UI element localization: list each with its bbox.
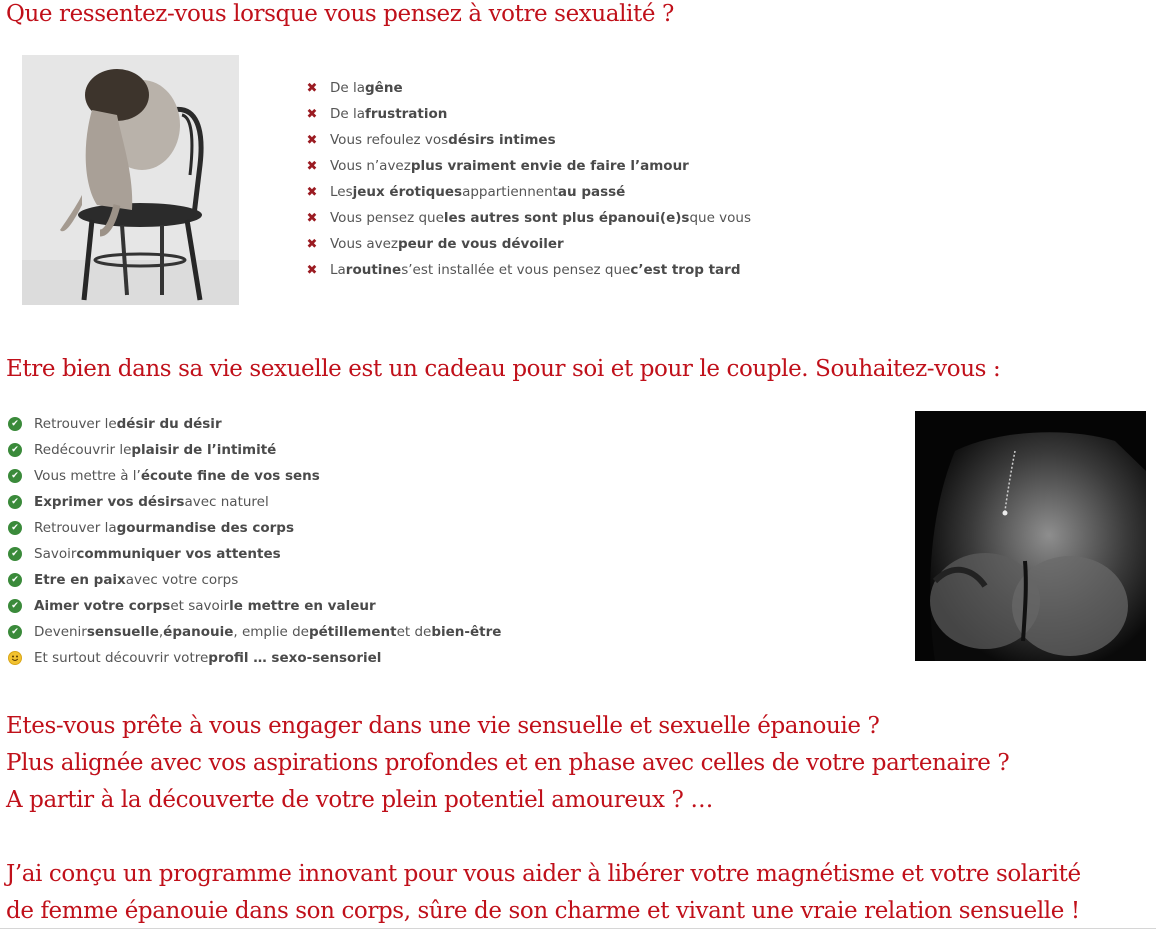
closing-line: Plus alignée avec vos aspirations profondes et en phase avec celles de votre partenaire ? [6,750,1010,776]
check-circle-icon: ✔ [8,417,22,431]
list-item [304,75,751,101]
item-mid: appartiennent [462,184,558,200]
cross-icon: ✖ [306,236,318,252]
check-circle-icon: ✔ [8,599,22,613]
cross-icon: ✖ [306,262,318,278]
list-item [304,205,751,231]
item-pre: Vous mettre à l’ [34,468,141,484]
item-pre: La [330,262,346,278]
item-pre: Les [330,184,353,200]
list-item [8,619,501,645]
item-bold: plaisir de l’intimité [131,442,277,458]
check-circle-icon: ✔ [8,625,22,639]
closing-questions [6,708,1009,819]
item-mid: que vous [689,210,752,226]
item-pre: Redécouvrir le [34,442,132,458]
item-bold-2: au passé [557,184,626,200]
check-circle-icon: ✔ [8,521,22,535]
list-item [8,593,501,619]
item-bold: gourmandise des corps [116,520,294,536]
check-circle-icon: ✔ [8,469,22,483]
item-bold: peur de vous dévoiler [397,236,564,252]
item-bold: communiquer vos attentes [76,546,281,562]
list-item [304,153,751,179]
list-item [8,411,501,437]
item-bold: jeux érotiques [352,184,463,200]
section1-title: Que ressentez-vous lorsque vous pensez à votre sexualité ? [6,1,674,27]
cross-icon: ✖ [306,106,318,122]
item-mid: avec votre corps [125,572,239,588]
list-item [304,127,751,153]
item-pre: Devenir [34,624,87,640]
closing-statement [6,856,1081,930]
item-mid-2: , emplie de [233,624,309,640]
item-pre: De la [330,106,366,122]
item-bold: plus vraiment envie de faire l’amour [410,158,689,174]
wishes-list [8,411,501,671]
item-bold: désir du désir [116,416,222,432]
item-bold-4: bien-être [431,624,502,640]
item-bold: gêne [365,80,403,96]
item-bold: les autres sont plus épanoui(e)s [443,210,690,226]
item-mid: avec naturel [184,494,269,510]
list-item [8,437,501,463]
item-pre: Vous n’avez [330,158,411,174]
item-bold: Aimer votre corps [34,598,171,614]
check-circle-icon: ✔ [8,443,22,457]
chair-photo-illustration [22,55,239,305]
smiley-icon [8,651,22,665]
photo-woman-on-chair [22,55,239,305]
list-item [304,179,751,205]
list-item [304,101,751,127]
item-pre: Vous avez [330,236,398,252]
section2-title: Etre bien dans sa vie sexuelle est un cadeau pour soi et pour le couple. Souhaitez-vous : [6,356,1001,382]
item-pre: Vous pensez que [330,210,444,226]
item-mid: , [158,624,164,640]
list-item [8,541,501,567]
list-item [8,463,501,489]
list-item [8,645,501,671]
item-bold-2: épanouie [163,624,234,640]
cross-icon: ✖ [306,184,318,200]
list-item [8,489,501,515]
item-mid: et savoir [170,598,230,614]
photo-necklace [915,411,1146,661]
item-bold: profil … sexo-sensoriel [208,650,382,666]
item-bold: sensuelle [86,624,159,640]
item-bold: écoute fine de vos sens [140,468,320,484]
cross-icon: ✖ [306,80,318,96]
cross-icon: ✖ [306,158,318,174]
item-bold-3: pétillement [308,624,397,640]
list-item [304,257,751,283]
item-pre: Retrouver la [34,520,117,536]
list-item [8,567,501,593]
check-circle-icon: ✔ [8,495,22,509]
item-pre: Vous refoulez vos [330,132,449,148]
closing-line: Etes-vous prête à vous engager dans une vie sensuelle et sexuelle épanouie ? [6,713,880,739]
feelings-list [304,75,751,283]
necklace-photo-illustration [915,411,1146,661]
item-bold-2: c’est trop tard [630,262,741,278]
item-pre: De la [330,80,366,96]
list-item [304,231,751,257]
list-item [8,515,501,541]
cross-icon: ✖ [306,210,318,226]
item-bold: Exprimer vos désirs [34,494,185,510]
check-circle-icon: ✔ [8,547,22,561]
item-bold: Etre en paix [34,572,126,588]
item-mid: s’est installée et vous pensez que [401,262,631,278]
item-bold: frustration [365,106,448,122]
closing-line: J’ai conçu un programme innovant pour vous aider à libérer votre magnétisme et votre solarité [6,861,1081,887]
item-pre: Retrouver le [34,416,117,432]
cross-icon: ✖ [306,132,318,148]
check-circle-icon: ✔ [8,573,22,587]
closing-line: A partir à la découverte de votre plein potentiel amoureux ? … [6,787,713,813]
item-mid-3: et de [396,624,432,640]
item-bold: routine [345,262,402,278]
item-bold: désirs intimes [448,132,556,148]
item-pre: Savoir [34,546,77,562]
closing-line: de femme épanouie dans son corps, sûre de son charme et vivant une vraie relation sensuelle ! [6,898,1080,924]
item-pre: Et surtout découvrir votre [34,650,209,666]
item-bold-2: le mettre en valeur [229,598,376,614]
